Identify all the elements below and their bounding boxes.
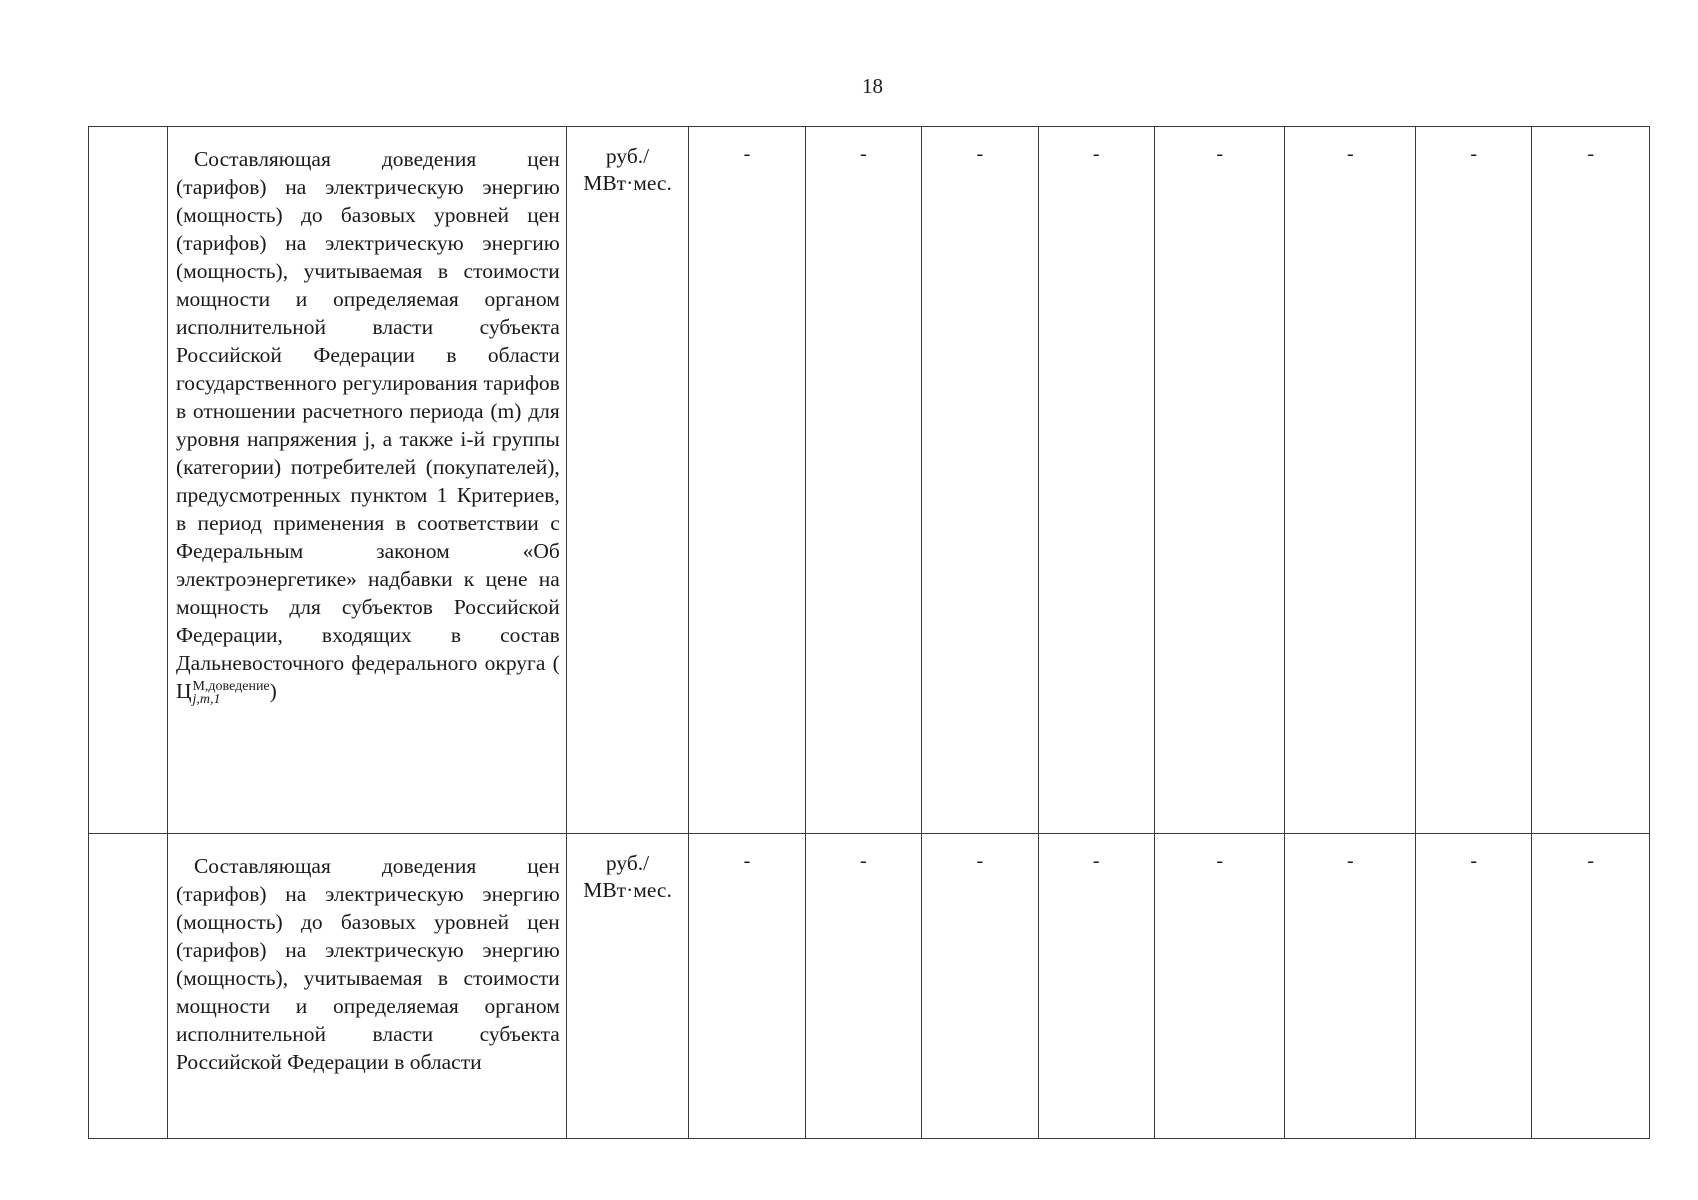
unit-cell	[566, 127, 688, 834]
tariff-table	[88, 126, 1650, 1139]
unit-line-2: МВт·мес.	[583, 878, 672, 902]
value-cell: -	[922, 834, 1038, 1139]
unit-line-2: МВт·мес.	[583, 171, 672, 195]
formula-subscript: j,m,1	[192, 692, 221, 708]
row-number-cell	[89, 127, 168, 834]
unit-line-1: руб./	[605, 144, 650, 168]
value-cell: -	[1532, 127, 1650, 834]
value-cell: -	[1416, 127, 1532, 834]
unit-line-1: руб./	[605, 851, 650, 875]
value-cell: -	[1038, 127, 1154, 834]
value-cell: -	[1532, 834, 1650, 1139]
formula-superscript: М,доведение	[192, 679, 270, 695]
value-cell: -	[1285, 834, 1416, 1139]
value-cell: -	[1154, 834, 1285, 1139]
value-cell: -	[689, 834, 805, 1139]
value-cell: -	[805, 834, 921, 1139]
page-number: 18	[862, 74, 883, 98]
value-cell: -	[805, 127, 921, 834]
formula-symbol: Ц	[175, 679, 192, 703]
value-cell: -	[689, 127, 805, 834]
value-cell: -	[1038, 834, 1154, 1139]
row-number-cell	[89, 834, 168, 1139]
description-text: Составляющая доведения цен (тарифов) на электрическую энергию (мощность) до базовых уровней цен (тарифов) на электрическую энергию (мощность), учитываемая в стоимости мощности и определяемая органом исполнительной власти субъекта Российской Федерации в области государственного регулирования тарифов в отношении расчетного периода (m) для уровня напряжения j, а также i-й группы (категории) потребителей (покупателей), предусмотренных пунктом 1 Критериев, в период применения в соответствии с Федеральным законом «Об электроэнергетике» надбавки к цене на мощность для субъектов Российской Федерации, входящих в состав Дальневосточного федерального округа (	[175, 147, 560, 675]
value-cell: -	[1285, 127, 1416, 834]
table-row	[89, 834, 1650, 1139]
unit-cell	[566, 834, 688, 1139]
value-cell: -	[1154, 127, 1285, 834]
description-text: Составляющая доведения цен (тарифов) на электрическую энергию (мощность) до базовых уровней цен (тарифов) на электрическую энергию (мощность), учитываемая в стоимости мощности и определяемая органом исполнительной власти субъекта Российской Федерации в области	[175, 854, 560, 1074]
value-cell: -	[1416, 834, 1532, 1139]
value-cell: -	[922, 127, 1038, 834]
formula	[176, 677, 277, 706]
row-description	[167, 834, 566, 1139]
row-description	[167, 127, 566, 834]
formula-close: )	[269, 679, 277, 703]
table-row	[89, 127, 1650, 834]
